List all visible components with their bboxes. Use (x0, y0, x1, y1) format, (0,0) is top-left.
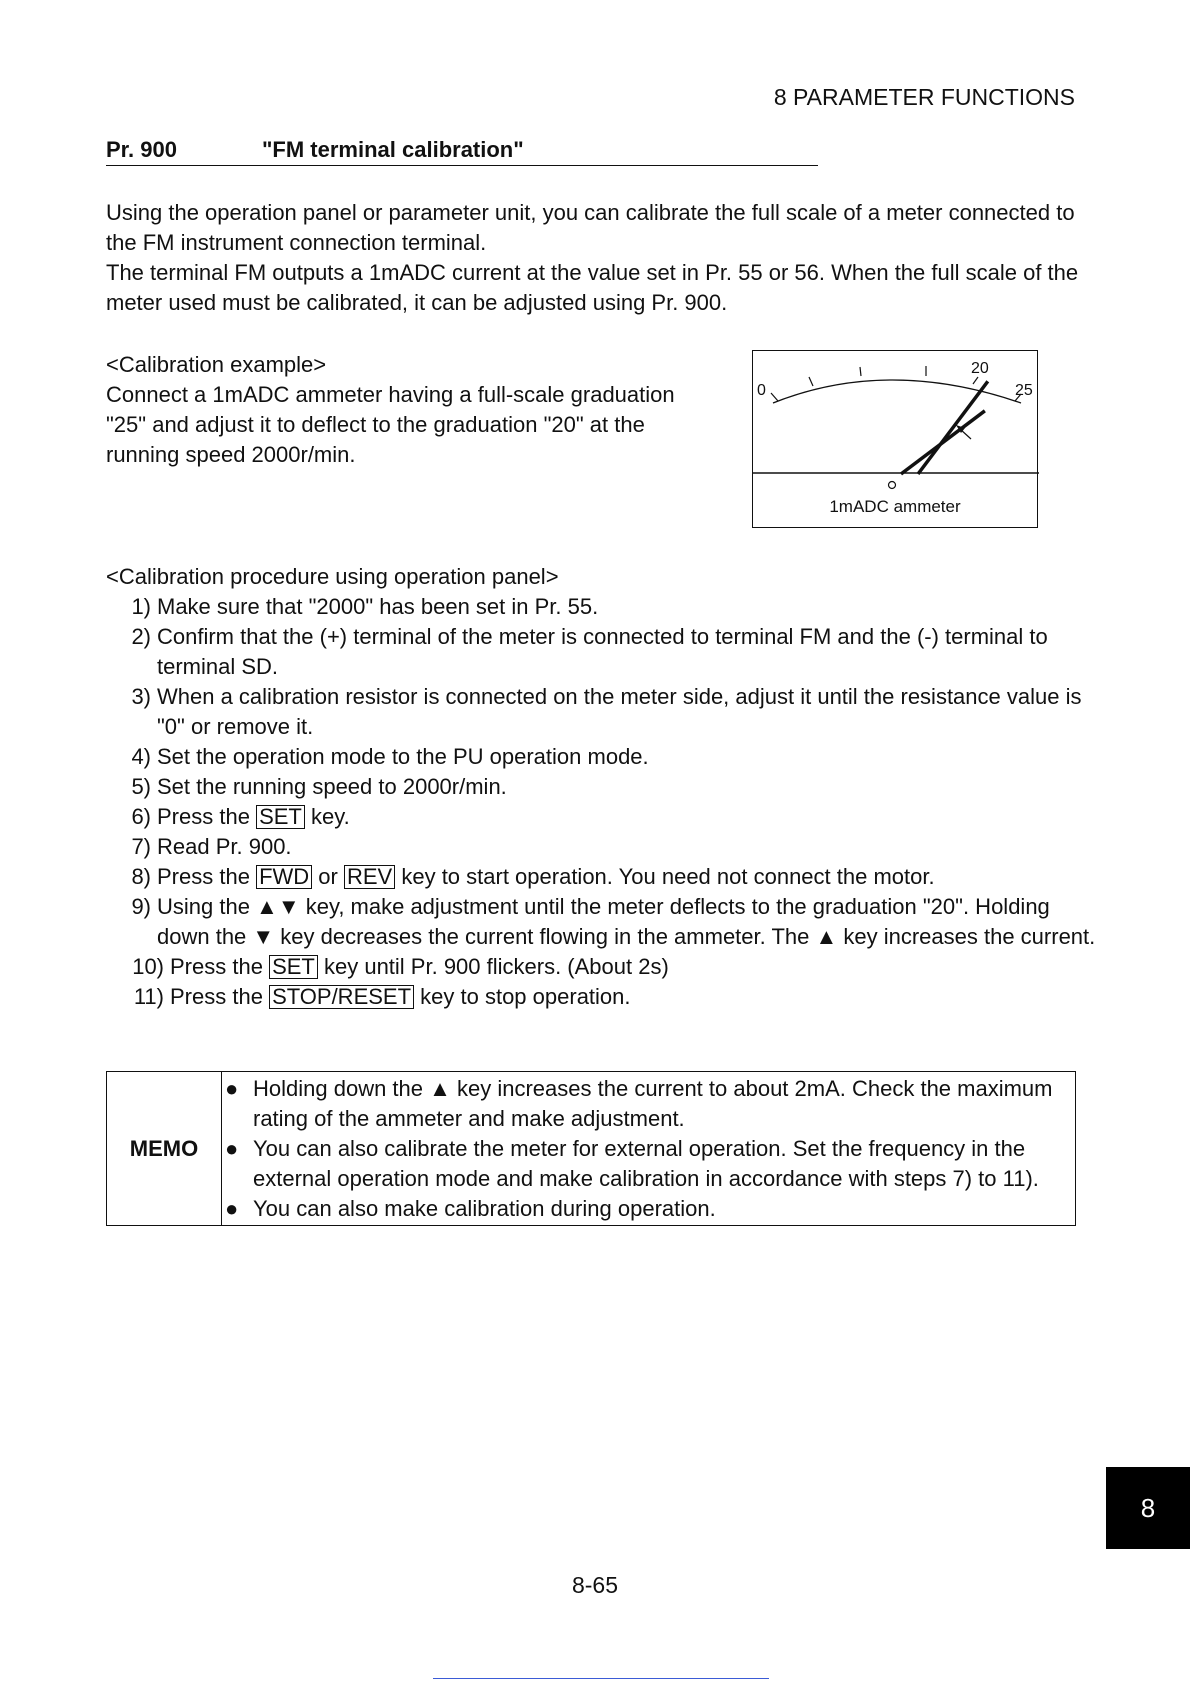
chapter-header: 8 PARAMETER FUNCTIONS (773, 84, 1075, 110)
step-number: 9) (131, 894, 151, 919)
scale-label-max: 25 (1015, 382, 1033, 399)
memo-box (106, 1071, 1076, 1226)
ammeter-label: 1mADC ammeter (829, 497, 961, 516)
rev-key: REV (344, 865, 395, 889)
step-number: 6) (131, 804, 151, 829)
step-text: Make sure that "2000" has been set in Pr. 55. (157, 594, 599, 619)
step-item (106, 682, 1096, 742)
step-item (106, 622, 1096, 682)
set-key: SET (256, 805, 305, 829)
step-item (106, 952, 1096, 982)
scale-label-min: 0 (757, 382, 766, 399)
parameter-heading (106, 136, 818, 166)
step-text: key until Pr. 900 flickers. (About 2s) (323, 954, 669, 979)
set-key: SET (269, 955, 318, 979)
scale-tick (771, 393, 778, 401)
step-text: key to stop operation. (420, 984, 631, 1009)
step-number: 4) (131, 744, 151, 769)
memo-text: You can also calibrate the meter for external operation. Set the frequency in the external operation mode and make calibration in accordance with steps 7) to 11). (253, 1136, 1039, 1191)
step-number: 2) (131, 624, 151, 649)
procedure-steps (106, 592, 1096, 1012)
memo-item (225, 1134, 1069, 1194)
parameter-number: Pr. 900 (106, 137, 177, 162)
step-item (106, 832, 1096, 862)
step-text: Press the (170, 984, 263, 1009)
step-number: 1) (131, 594, 151, 619)
step-item (106, 892, 1096, 952)
example-heading: <Calibration example> (106, 352, 327, 377)
pivot-circle (889, 482, 896, 489)
step-item (106, 862, 1096, 892)
memo-item (225, 1194, 1069, 1224)
intro-text (106, 198, 1086, 318)
ammeter-figure (752, 350, 1038, 528)
step-number: 5) (131, 774, 151, 799)
step-text: Read Pr. 900. (157, 834, 292, 859)
step-item (106, 592, 1096, 622)
intro-paragraph-2: The terminal FM outputs a 1mADC current at the value set in Pr. 55 or 56. When the full scale of the meter used must be calibrated, it can be adjusted using Pr. 900. (106, 260, 1079, 315)
step-number: 3) (131, 684, 151, 709)
step-text: Set the running speed to 2000r/min. (157, 774, 507, 799)
fwd-key: FWD (256, 865, 312, 889)
parameter-title: "FM terminal calibration" (262, 137, 524, 162)
procedure-heading: <Calibration procedure using operation panel> (106, 564, 559, 589)
memo-label: MEMO (107, 1072, 222, 1225)
step-text: or (318, 864, 338, 889)
step-number: 10) (132, 954, 164, 979)
step-text: Set the operation mode to the PU operation mode. (157, 744, 649, 769)
step-text: Press the (157, 804, 250, 829)
step-item (106, 772, 1096, 802)
example-text: Connect a 1mADC ammeter having a full-scale graduation "25" and adjust it to deflect to the graduation "20" at the running speed 2000r/min. (106, 382, 675, 467)
scale-arc (773, 380, 1021, 403)
memo-text: Holding down the ▲ key increases the current to about 2mA. Check the maximum rating of the ammeter and make adjustment. (253, 1076, 1053, 1131)
step-number: 11) (133, 984, 164, 1009)
bullet-icon: ● (225, 1136, 239, 1161)
step-number: 8) (131, 864, 151, 889)
step-text: key. (310, 804, 350, 829)
step-text: Using the ▲▼ key, make adjustment until the meter deflects to the graduation "20". Holding down the ▼ key decreases the current flowing in the ammeter. The ▲ key increases the current. (157, 894, 1096, 949)
step-text: Confirm that the (+) terminal of the meter is connected to terminal FM and the (-) terminal to terminal SD. (157, 624, 1048, 679)
scale-tick (860, 367, 861, 376)
footer-rule (433, 1678, 769, 1679)
intro-paragraph-1: Using the operation panel or parameter unit, you can calibrate the full scale of a meter connected to the FM instrument connection terminal. (106, 200, 1075, 255)
bullet-icon: ● (225, 1196, 239, 1221)
target-needle (918, 381, 988, 474)
step-number: 7) (131, 834, 151, 859)
scale-tick (809, 377, 813, 386)
step-text: Press the (157, 864, 250, 889)
stop-reset-key: STOP/RESET (269, 985, 414, 1009)
step-text: key to start operation. You need not connect the motor. (401, 864, 935, 889)
scale-label-mark: 20 (971, 360, 989, 377)
memo-text: You can also make calibration during operation. (253, 1196, 716, 1221)
memo-item (225, 1074, 1069, 1134)
bullet-icon: ● (225, 1076, 239, 1101)
step-text: Press the (170, 954, 263, 979)
step-item (106, 982, 1096, 1012)
memo-list (225, 1074, 1069, 1224)
scale-tick (973, 377, 978, 384)
step-item (106, 742, 1096, 772)
step-text: When a calibration resistor is connected on the meter side, adjust it until the resistance value is "0" or remove it. (157, 684, 1082, 739)
page-number: 8-65 (571, 1572, 619, 1598)
step-item (106, 802, 1096, 832)
chapter-tab: 8 (1106, 1467, 1190, 1549)
calibration-example (106, 350, 706, 470)
